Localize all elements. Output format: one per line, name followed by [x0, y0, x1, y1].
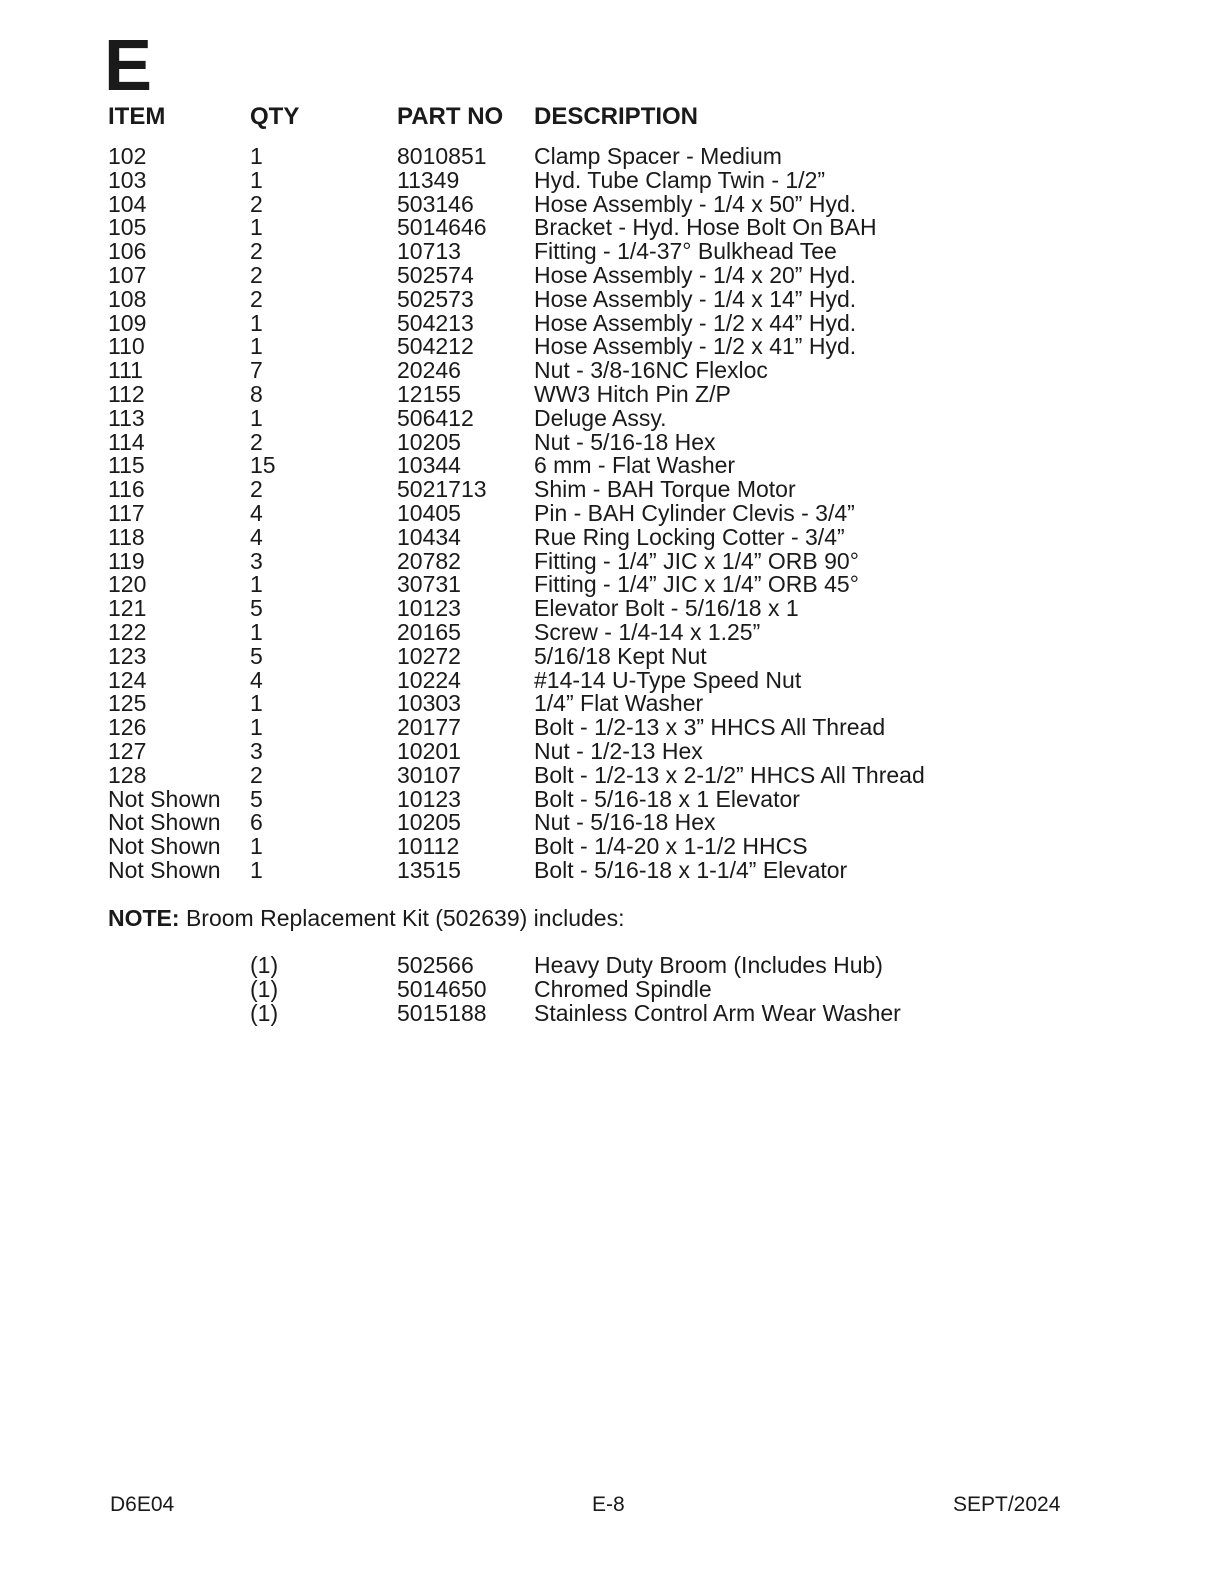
cell-part-no: 10123: [397, 785, 461, 812]
cell-description: 1/4” Flat Washer: [534, 690, 704, 717]
cell-item: 125: [108, 690, 147, 717]
cell-item: 103: [108, 166, 147, 193]
cell-qty: 8: [250, 380, 263, 407]
cell-qty: 2: [250, 190, 263, 217]
cell-part-no: 10205: [397, 428, 461, 455]
cell-qty: 1: [250, 214, 263, 241]
cell-qty: 2: [250, 285, 263, 312]
cell-part-no: 20782: [397, 547, 461, 574]
cell-part-no: 10112: [397, 833, 460, 860]
note-label: NOTE:: [108, 905, 180, 931]
cell-qty: 4: [250, 666, 263, 693]
section-letter: E: [104, 26, 151, 106]
kit-qty: (1): [250, 952, 279, 978]
cell-part-no: 20246: [397, 357, 461, 384]
cell-item: 112: [108, 380, 145, 407]
cell-item: 121: [108, 595, 147, 622]
cell-description: Screw - 1/4-14 x 1.25”: [534, 618, 761, 645]
cell-part-no: 10123: [397, 595, 461, 622]
cell-description: Pin - BAH Cylinder Clevis - 3/4”: [534, 499, 855, 526]
cell-item: 122: [108, 618, 147, 645]
kit-part-no: 5015188: [397, 999, 487, 1026]
kit-description: Stainless Control Arm Wear Washer: [534, 999, 901, 1026]
cell-part-no: 13515: [397, 856, 461, 883]
cell-description: Elevator Bolt - 5/16/18 x 1: [534, 595, 799, 622]
cell-part-no: 506412: [397, 404, 474, 431]
cell-part-no: 10344: [397, 452, 461, 479]
cell-item: 117: [108, 499, 145, 526]
cell-qty: 6: [250, 809, 263, 836]
cell-part-no: 10205: [397, 809, 461, 836]
cell-part-no: 8010851: [397, 143, 487, 169]
cell-part-no: 10224: [397, 666, 461, 693]
cell-item: 102: [108, 143, 147, 169]
cell-qty: 1: [250, 166, 263, 193]
cell-qty: 2: [250, 238, 263, 265]
cell-qty: 1: [250, 143, 263, 169]
cell-description: Hyd. Tube Clamp Twin - 1/2”: [534, 166, 826, 193]
cell-item: 127: [108, 737, 147, 764]
cell-description: #14-14 U-Type Speed Nut: [534, 666, 802, 693]
cell-description: Shim - BAH Torque Motor: [534, 476, 796, 503]
cell-item: Not Shown: [108, 856, 221, 883]
cell-qty: 2: [250, 261, 263, 288]
cell-description: Bolt - 1/2-13 x 2-1/2” HHCS All Thread: [534, 761, 925, 788]
cell-qty: 1: [250, 404, 263, 431]
cell-description: 5/16/18 Kept Nut: [534, 642, 707, 669]
cell-description: Bolt - 1/2-13 x 3” HHCS All Thread: [534, 714, 886, 741]
cell-qty: 5: [250, 785, 263, 812]
cell-qty: 3: [250, 547, 263, 574]
cell-qty: 4: [250, 523, 263, 550]
cell-qty: 1: [250, 690, 263, 717]
cell-qty: 1: [250, 714, 263, 741]
cell-description: Hose Assembly - 1/2 x 41” Hyd.: [534, 333, 857, 360]
cell-qty: 1: [250, 333, 263, 360]
kit-description: Chromed Spindle: [534, 975, 712, 1002]
kit-part-no: 5014650: [397, 975, 487, 1002]
cell-qty: 2: [250, 428, 263, 455]
cell-item: 128: [108, 761, 147, 788]
cell-item: Not Shown: [108, 833, 221, 860]
header-description: DESCRIPTION: [534, 103, 699, 130]
cell-description: Deluge Assy.: [534, 404, 667, 431]
cell-description: Nut - 5/16-18 Hex: [534, 809, 716, 836]
cell-description: Nut - 5/16-18 Hex: [534, 428, 716, 455]
cell-description: 6 mm - Flat Washer: [534, 452, 736, 479]
note-text: Broom Replacement Kit (502639) includes:: [179, 905, 625, 931]
cell-qty: 1: [250, 618, 263, 645]
cell-item: 116: [108, 476, 145, 503]
cell-item: 106: [108, 238, 147, 265]
cell-item: Not Shown: [108, 785, 221, 812]
header-qty: QTY: [250, 103, 300, 130]
cell-item: 108: [108, 285, 147, 312]
cell-item: 120: [108, 571, 147, 598]
cell-qty: 1: [250, 833, 263, 860]
cell-part-no: 10713: [397, 238, 461, 265]
cell-description: Hose Assembly - 1/4 x 20” Hyd.: [534, 261, 857, 288]
cell-description: Fitting - 1/4” JIC x 1/4” ORB 45°: [534, 571, 859, 598]
cell-item: 119: [108, 547, 145, 574]
cell-description: Hose Assembly - 1/2 x 44” Hyd.: [534, 309, 857, 336]
kit-qty: (1): [250, 975, 279, 1002]
cell-part-no: 12155: [397, 380, 461, 407]
cell-description: Bolt - 1/4-20 x 1-1/2 HHCS: [534, 833, 808, 860]
cell-description: Rue Ring Locking Cotter - 3/4”: [534, 523, 845, 550]
cell-part-no: 5014646: [397, 214, 487, 241]
cell-part-no: 20165: [397, 618, 461, 645]
cell-part-no: 503146: [397, 190, 474, 217]
cell-description: Clamp Spacer - Medium: [534, 143, 782, 169]
cell-description: Nut - 3/8-16NC Flexloc: [534, 357, 768, 384]
cell-description: WW3 Hitch Pin Z/P: [534, 380, 731, 407]
cell-part-no: 11349: [397, 166, 460, 193]
cell-item: 114: [108, 428, 145, 455]
cell-qty: 1: [250, 571, 263, 598]
cell-item: 113: [108, 404, 145, 431]
cell-description: Fitting - 1/4-37° Bulkhead Tee: [534, 238, 837, 265]
cell-part-no: 10405: [397, 499, 461, 526]
kit-part-no: 502566: [397, 952, 474, 978]
cell-item: Not Shown: [108, 809, 221, 836]
cell-item: 105: [108, 214, 147, 241]
cell-item: 123: [108, 642, 147, 669]
cell-item: 115: [108, 452, 145, 479]
cell-item: 109: [108, 309, 147, 336]
cell-qty: 5: [250, 642, 263, 669]
cell-part-no: 10272: [397, 642, 461, 669]
cell-description: Bolt - 5/16-18 x 1-1/4” Elevator: [534, 856, 848, 883]
cell-item: 104: [108, 190, 147, 217]
header-part-no: PART NO: [397, 103, 504, 130]
cell-qty: 3: [250, 737, 263, 764]
cell-part-no: 502573: [397, 285, 474, 312]
cell-description: Nut - 1/2-13 Hex: [534, 737, 703, 764]
cell-qty: 5: [250, 595, 263, 622]
cell-qty: 1: [250, 309, 263, 336]
cell-part-no: 504212: [397, 333, 474, 360]
cell-item: 126: [108, 714, 147, 741]
cell-description: Hose Assembly - 1/4 x 14” Hyd.: [534, 285, 857, 312]
cell-description: Bracket - Hyd. Hose Bolt On BAH: [534, 214, 877, 241]
cell-item: 118: [108, 523, 145, 550]
cell-part-no: 30107: [397, 761, 461, 788]
cell-part-no: 20177: [397, 714, 461, 741]
cell-part-no: 10434: [397, 523, 461, 550]
header-item: ITEM: [108, 103, 166, 130]
footer-date: SEPT/2024: [953, 1493, 1061, 1516]
cell-item: 110: [108, 333, 145, 360]
cell-description: Bolt - 5/16-18 x 1 Elevator: [534, 785, 800, 812]
cell-qty: 2: [250, 476, 263, 503]
cell-part-no: 10303: [397, 690, 461, 717]
cell-qty: 1: [250, 856, 263, 883]
cell-item: 111: [108, 357, 143, 384]
cell-part-no: 30731: [397, 571, 461, 598]
cell-description: Fitting - 1/4” JIC x 1/4” ORB 90°: [534, 547, 859, 574]
cell-part-no: 10201: [397, 737, 461, 764]
cell-part-no: 504213: [397, 309, 474, 336]
cell-part-no: 5021713: [397, 476, 487, 503]
cell-qty: 15: [250, 452, 276, 479]
footer-page-number: E-8: [592, 1493, 625, 1516]
kit-qty: (1): [250, 999, 279, 1026]
cell-qty: 2: [250, 761, 263, 788]
cell-description: Hose Assembly - 1/4 x 50” Hyd.: [534, 190, 857, 217]
cell-item: 124: [108, 666, 147, 693]
cell-part-no: 502574: [397, 261, 474, 288]
cell-qty: 4: [250, 499, 263, 526]
cell-item: 107: [108, 261, 147, 288]
cell-qty: 7: [250, 357, 263, 384]
kit-description: Heavy Duty Broom (Includes Hub): [534, 952, 883, 978]
footer-doc-code: D6E04: [110, 1493, 175, 1516]
note: [108, 905, 624, 932]
